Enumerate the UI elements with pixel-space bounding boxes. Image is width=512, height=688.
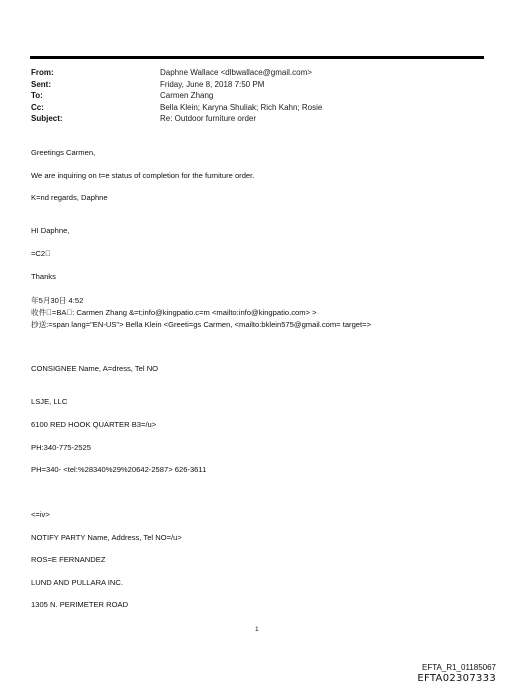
- recipient-line: 收件 =BA : Carmen Zhang &=t;info@kingpatio.c=m <mailto:info@kingpatio.com> >: [31, 308, 317, 317]
- from-value: Daphne Wallace <dlbwallace@gmail.com>: [160, 68, 312, 77]
- div-tag-line: <=iv>: [31, 510, 50, 519]
- regards-line: K=nd regards, Daphne: [31, 193, 108, 202]
- to-label: To:: [31, 91, 43, 101]
- subject-value: Re: Outdoor furniture order: [160, 114, 257, 124]
- thanks-line: Thanks: [31, 272, 56, 281]
- inquiry-line: We are inquiring on t=e status of completion for the furniture order.: [31, 171, 255, 180]
- greeting-line: Greetings Carmen,: [31, 148, 96, 157]
- company-line: LSJE, LLC: [31, 397, 68, 406]
- to-value: Carmen Zhang: [160, 91, 214, 101]
- code-line: =C2 : [31, 249, 51, 258]
- cc-value: Bella Klein; Karyna Shuliak; Rich Kahn; Rosie: [160, 102, 323, 112]
- footer-ref-1: EFTA_R1_01185067: [422, 663, 496, 672]
- consignee-line: CONSIGNEE Name, A=dress, Tel NO: [31, 364, 159, 373]
- road-line: 1305 N. PERIMETER ROAD: [31, 600, 129, 609]
- header-row-sent: [31, 79, 322, 91]
- page-number: 1: [255, 626, 259, 633]
- phone-line-1: PH:340-775-2525: [31, 443, 91, 452]
- address-line: 6100 RED HOOK QUARTER B3=/u>: [31, 420, 157, 429]
- header-divider: [30, 56, 484, 59]
- header-row-to: [31, 90, 322, 102]
- cc-quote-line: 抄送:=span lang="EN-US"> Bella Klein <Greeti=gs Carmen, <mailto:bklein575@gmail.com= target=>: [31, 320, 372, 329]
- phone-line-2: PH=340- <tel:%28340%29%20642-2587> 626-3611: [31, 465, 207, 474]
- header-row-subject: [31, 113, 322, 125]
- header-row-cc: [31, 102, 322, 114]
- person-line: ROS=E FERNANDEZ: [31, 555, 106, 564]
- hi-line: HI Daphne,: [31, 226, 70, 235]
- header-row-from: [31, 67, 322, 79]
- date-line: 年5月30日 4:52: [31, 296, 84, 305]
- subject-label: Subject:: [31, 114, 63, 124]
- notify-line: NOTIFY PARTY Name, Address, Tel NO=/u>: [31, 533, 182, 542]
- sent-label: Sent:: [31, 79, 51, 89]
- email-header: [31, 67, 322, 125]
- footer-ref-2: EFTA02307333: [417, 673, 496, 684]
- sent-value: Friday, June 8, 2018 7:50 PM: [160, 79, 265, 89]
- cc-label: Cc:: [31, 102, 44, 112]
- company2-line: LUND AND PULLARA INC.: [31, 578, 123, 587]
- from-label: From:: [31, 68, 54, 77]
